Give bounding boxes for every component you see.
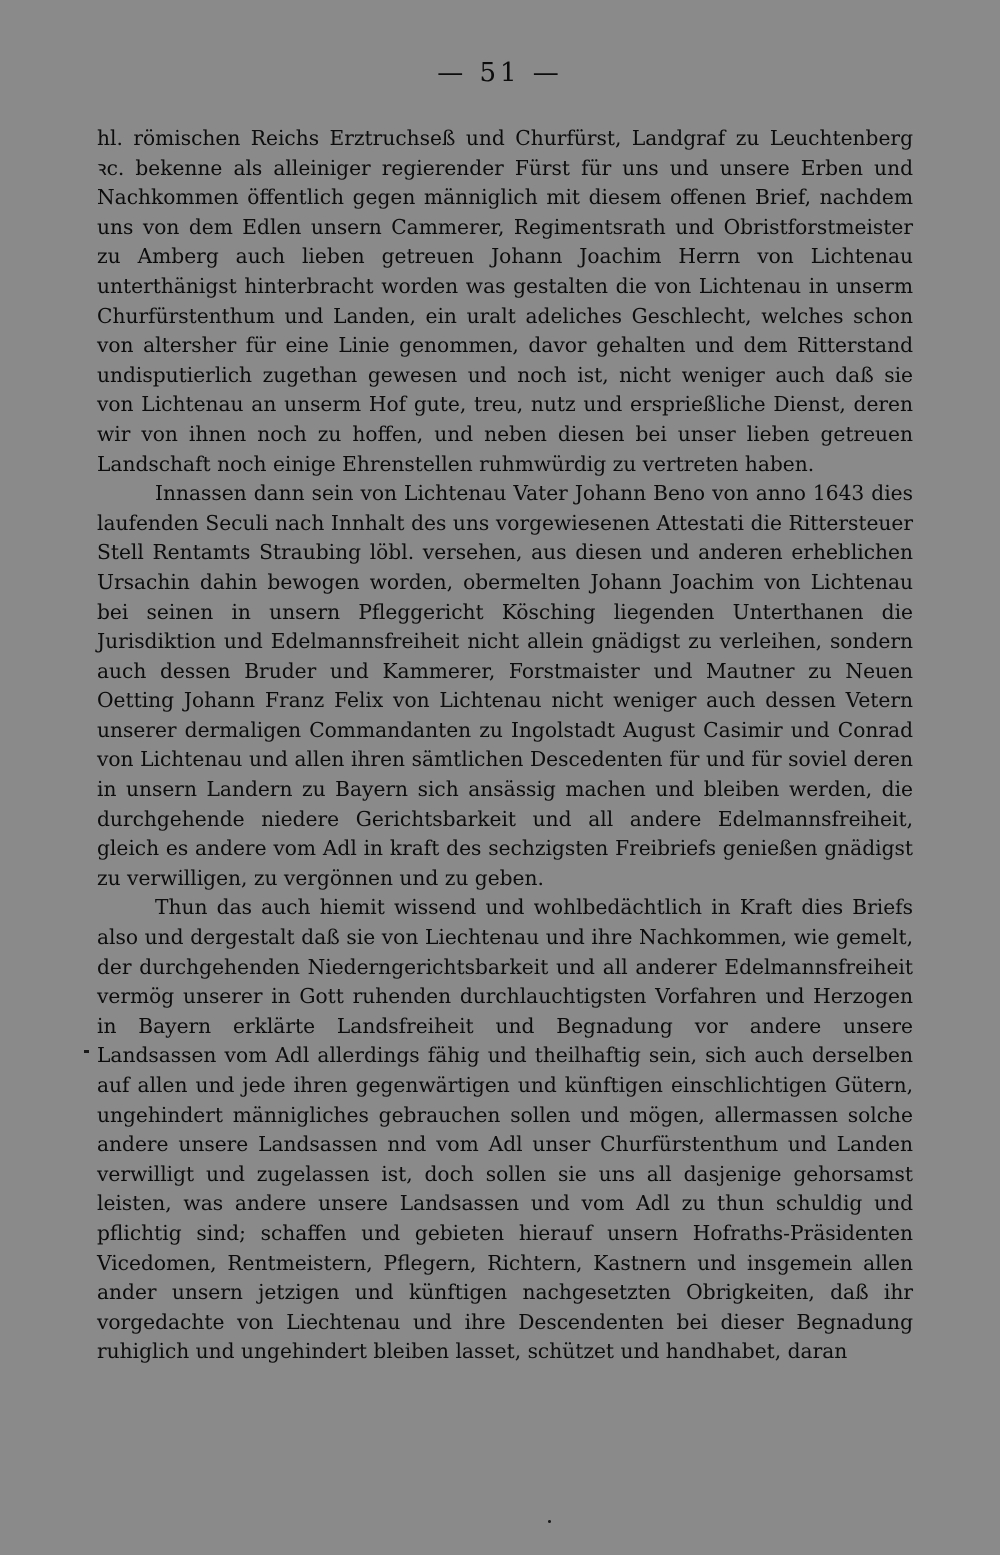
paragraph-3: Thun das auch hiemit wissend und wohlbedächtlich in Kraft dies Briefs also und dergestalt daß sie von Liechtenau und ihre Nachkommen, wie gemelt, der durchgehenden Niederngerichtsbarkeit und all anderer Edelmannsfreiheit vermög unserer in Gott ruhenden durchlauchtigsten Vorfahren und Herzogen in Bayern erklärte Landsfreiheit und Begnadung vor andere unsere Landsassen vom Adl allerdings fähig und theilhaftig sein, sich auch derselben auf allen und jede ihren gegenwärtigen und künftigen einschlichtigen Gütern, ungehindert männigliches gebrauchen sollen und mögen, allermassen solche andere unsere Landsassen nnd vom Adl unser Churfürstenthum und Landen verwilligt und zugelassen ist, doch sollen sie uns all dasjenige gehorsamst leisten, was andere unsere Landsassen und vom Adl zu thun schuldig und pflichtig sind; schaffen und gebieten hierauf unsern Hofraths-Präsidenten Vicedomen, Rentmeistern, Pflegern, Richtern, Kastnern und insgemein allen ander unsern jetzigen und künftigen nachgesetzten Obrigkeiten, daß ihr vorgedachte von Liechtenau und ihre Descendenten bei dieser Begnadung ruhiglich und ungehindert bleiben lasset, schützet und handhabet, daran — [97, 895, 913, 1364]
margin-mark — [84, 1050, 89, 1053]
page-number: — 51 — — [437, 58, 563, 88]
ink-speck — [548, 1520, 551, 1523]
paragraph-2: Innassen dann sein von Lichtenau Vater Johann Beno von anno 1643 dies laufenden Seculi nach Innhalt des uns vorgewiesenen Attestati die Rittersteuer Stell Rentamts Straubing löbl. versehen, aus diesen und anderen erheblichen Ursachin dahin bewogen worden, obermelten Johann Joachim von Lichtenau bei seinen in unsern Pfleggericht Kösching liegenden Unterthanen die Jurisdiktion und Edelmannsfreiheit nicht allein gnädigst zu verleihen, sondern auch dessen Bruder und Kammerer, Forstmaister und Mautner zu Neuen Oetting Johann Franz Felix von Lichtenau nicht weniger auch dessen Vetern unserer dermaligen Commandanten zu Ingolstadt August Casimir und Conrad von Lichtenau und allen ihren sämtlichen Descedenten für und für soviel deren in unsern Landern zu Bayern sich ansässig machen und bleiben werden, die durchgehende niedere Gerichtsbarkeit und all andere Edelmannsfreiheit, gleich es andere vom Adl in kraft des sechzigsten Freibriefs genießen gnädigst zu verwilligen, zu vergönnen und zu geben. — [97, 481, 913, 890]
body-text — [97, 124, 913, 1367]
paragraph-1: hl. römischen Reichs Erztruchseß und Churfürst, Landgraf zu Leuchtenberg ꝛc. bekenne als alleiniger regierender Fürst für uns und unsere Erben und Nachkommen öffentlich gegen männiglich mit diesem offenen Brief, nachdem uns von dem Edlen unsern Cammerer, Regimentsrath und Obristforstmeister zu Amberg auch lieben getreuen Johann Joachim Herrn von Lichtenau unterthänigst hinterbracht worden was gestalten die von Lichtenau in unserm Churfürstenthum und Landen, ein uralt adeliches Geschlecht, welches schon von altersher für eine Linie genommen, davor gehalten und dem Ritterstand undisputierlich zugethan gewesen und noch ist, nicht weniger auch daß sie von Lichtenau an unserm Hof gute, treu, nutz und ersprießliche Dienst, deren wir von ihnen noch zu hoffen, und neben diesen bei unser lieben getreuen Landschaft noch einige Ehrenstellen ruhmwürdig zu vertreten haben. — [97, 126, 913, 476]
